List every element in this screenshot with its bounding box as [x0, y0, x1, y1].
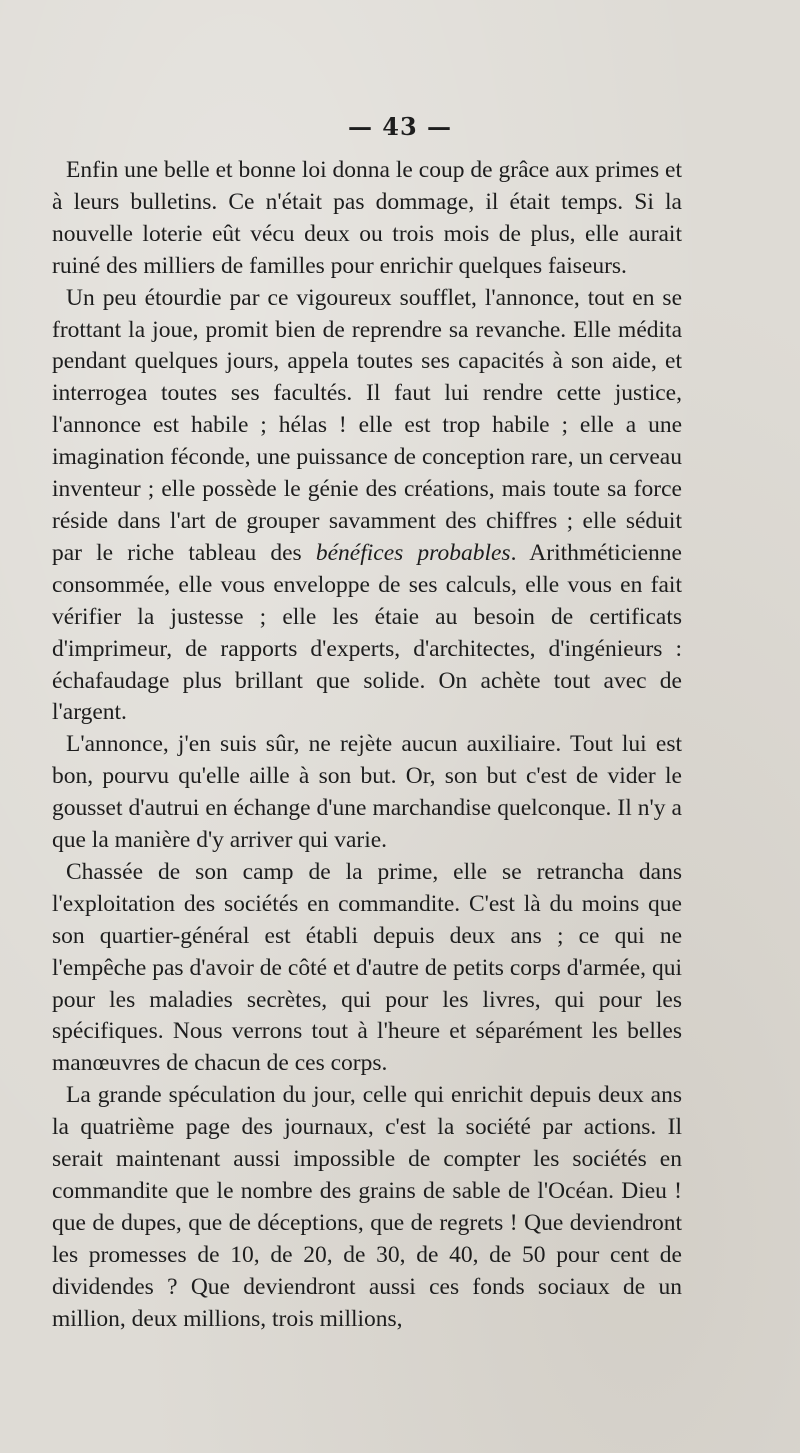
paragraph-text: Chassée de son camp de la prime, elle se retrancha dans l'exploitation des sociétés en commandite. C'est là du moins que son quartier-général est établi depuis deux ans ; ce qui ne l'empêche pas d'avoir de côté et d'autre de petits corps d'armée, qui pour les maladies secrètes, qui pour les livres, qui pour les spécifiques. Nous verrons tout à l'heure et séparément les belles manœuvres de chacun de ces corps. [52, 858, 682, 1077]
italic-phrase: bénéfices probables [315, 539, 511, 566]
paragraph-4 [52, 857, 682, 1080]
paragraph-1 [52, 155, 682, 283]
body-text [52, 155, 682, 1336]
paragraph-text: L'annonce, j'en suis sûr, ne rejète aucun auxiliaire. Tout lui est bon, pourvu qu'elle aille à son but. Or, son but c'est de vider le gousset d'autrui en échange d'une marchandise quelconque. Il n'y a que la manière d'y arriver qui varie. [52, 731, 682, 854]
paragraph-3 [52, 729, 682, 857]
paragraph-text: Un peu étourdie par ce vigoureux soufflet, l'annonce, tout en se frottant la joue, promit bien de reprendre sa revanche. Elle médita pendant quelques jours, appela toutes ses capacités à son aide, et interrogea toutes ses facultés. Il faut lui rendre cette justice, l'annonce est habile ; hélas ! elle est trop habile ; elle a une imagination féconde, une puissance de conception rare, un cerveau inventeur ; elle possède le génie des créations, mais toute sa force réside dans l'art de grouper savamment des chiffres ; elle séduit par le riche tableau des [52, 284, 682, 566]
paragraph-text: . Arithméticienne consommée, elle vous enveloppe de ses calculs, elle vous en fait vérifier la justesse ; elle les étaie au besoin de certificats d'imprimeur, de rapports d'experts, d'architectes, d'ingénieurs : échafaudage plus brillant que solide. On achète tout avec de l'argent. [52, 539, 682, 726]
paragraph-2 [52, 283, 682, 730]
page-number: — 43 — [347, 112, 453, 141]
paragraph-5 [52, 1080, 682, 1335]
paragraph-text: Enfin une belle et bonne loi donna le coup de grâce aux primes et à leurs bulletins. Ce n'était pas dommage, il était temps. Si la nouvelle loterie eût vécu deux ou trois mois de plus, elle aurait ruiné des milliers de familles pour enrichir quelques faiseurs. [52, 157, 682, 279]
paragraph-text: La grande spéculation du jour, celle qui enrichit depuis deux ans la quatrième page des journaux, c'est la société par actions. Il serait maintenant aussi impossible de compter les sociétés en commandite que le nombre des grains de sable de l'Océan. Dieu ! que de dupes, que de déceptions, que de regrets ! Que deviendront les promesses de 10, de 20, de 30, de 40, de 50 pour cent de dividendes ? Que deviendront aussi ces fonds sociaux de un million, deux millions, trois millions, [52, 1082, 682, 1332]
